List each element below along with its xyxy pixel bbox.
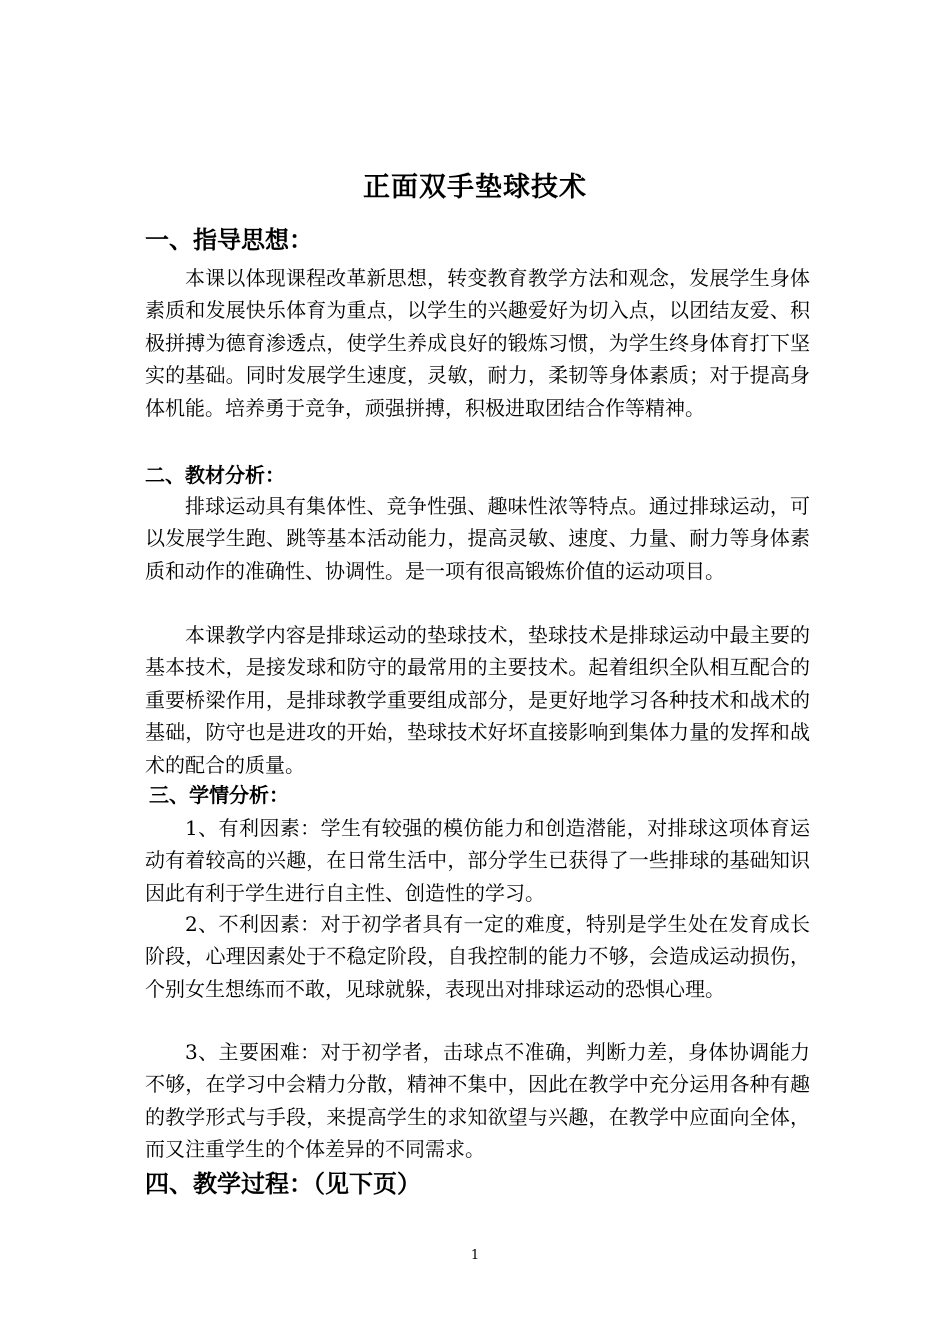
section-heading-material-analysis: 二、教材分析： <box>145 463 285 487</box>
paragraph-guiding-thought: 本课以体现课程改革新思想，转变教育教学方法和观念，发展学生身体素质和发展快乐体育为重点，以学生的兴趣爱好为切入点，以团结友爱、积极拼搏为德育渗透点，使学生养成良好的锻炼习惯，为学生终身体育打下坚实的基础。同时发展学生速度，灵敏，耐力，柔韧等身体素质；对于提高身体机能。培养勇于竞争，顽强拼搏，积极进取团结合作等精神。 <box>145 266 810 420</box>
paragraph-main-difficulties: 3、主要困难：对于初学者，击球点不准确，判断力差，身体协调能力不够，在学习中会精力分散，精神不集中，因此在教学中充分运用各种有趣的教学形式与手段，来提高学生的求知欲望与兴趣，在教学中应面向全体，而又注重学生的个体差异的不同需求。 <box>145 1040 810 1162</box>
section-heading-guiding-thought: 一、指导思想： <box>145 226 313 254</box>
section-heading-student-analysis: 三、学情分析： <box>149 783 289 807</box>
paragraph-material-analysis-1: 排球运动具有集体性、竞争性强、趣味性浓等特点。通过排球运动，可以发展学生跑、跳等基本活动能力，提高灵敏、速度、力量、耐力等身体素质和动作的准确性、协调性。是一项有很高锻炼价值的运动项目。 <box>145 494 810 583</box>
paragraph-unfavorable-factors: 2、不利因素：对于初学者具有一定的难度，特别是学生处在发育成长阶段，心理因素处于不稳定阶段，自我控制的能力不够，会造成运动损伤，个别女生想练而不敢，见球就躲，表现出对排球运动的恐惧心理。 <box>145 912 810 1001</box>
section-heading-teaching-process: 四、教学过程：（见下页） <box>145 1170 421 1198</box>
page-number: 1 <box>470 1248 480 1263</box>
document-title: 正面双手垫球技术 <box>363 172 587 203</box>
paragraph-favorable-factors: 1、有利因素：学生有较强的模仿能力和创造潜能，对排球这项体育运动有着较高的兴趣，在日常生活中，部分学生已获得了一些排球的基础知识因此有利于学生进行自主性、创造性的学习。 <box>145 816 810 905</box>
paragraph-material-analysis-2: 本课教学内容是排球运动的垫球技术，垫球技术是排球运动中最主要的基本技术，是接发球和防守的最常用的主要技术。起着组织全队相互配合的重要桥梁作用，是排球教学重要组成部分，是更好地学习各种技术和战术的基础，防守也是进攻的开始，垫球技术好坏直接影响到集体力量的发挥和战术的配合的质量。 <box>145 623 810 777</box>
